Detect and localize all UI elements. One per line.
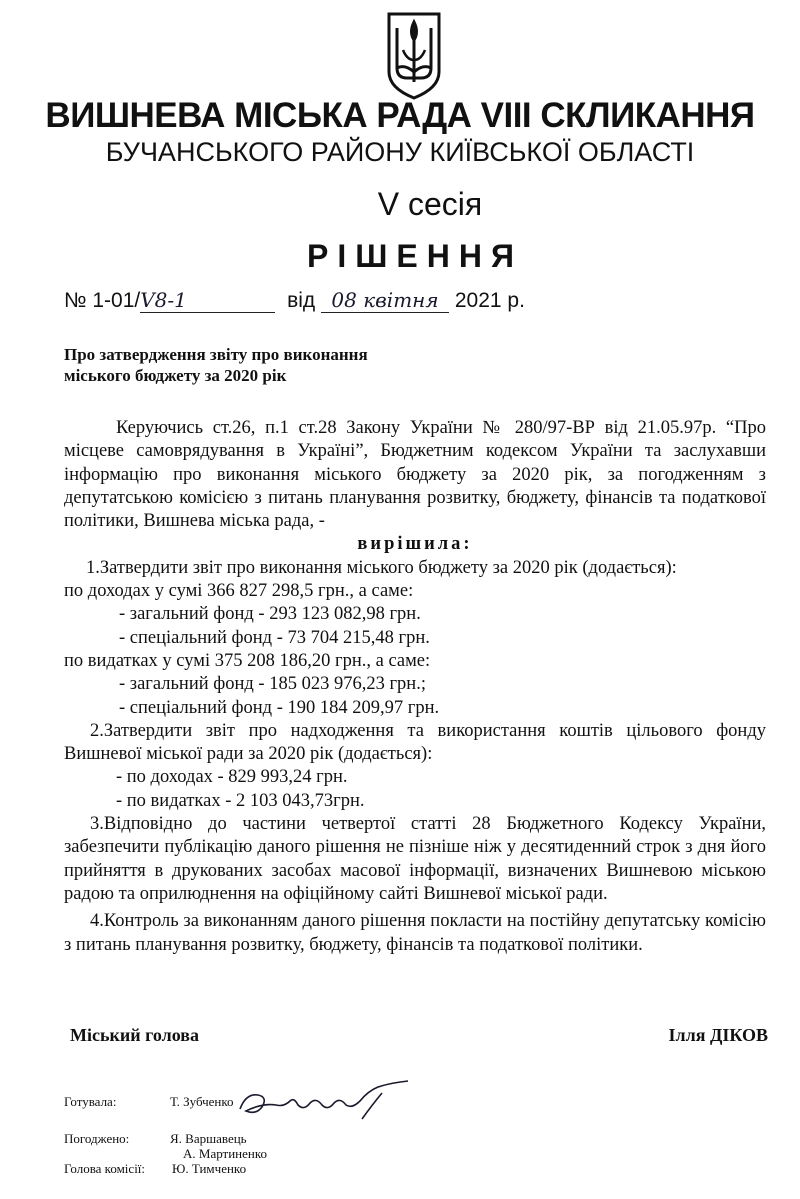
- resolved-label: вирішила:: [357, 534, 473, 555]
- from-label: від: [287, 289, 316, 312]
- subject-line-2: міського бюджету за 2020 рік: [64, 366, 287, 385]
- number-prefix: № 1-01/: [64, 289, 141, 312]
- income-general-fund: - загальний фонд - 293 123 082,98 грн.: [119, 604, 421, 625]
- prepared-name: Т. Зубченко: [170, 1094, 234, 1109]
- agreed-name-1: Я. Варшавець: [170, 1131, 247, 1146]
- handwritten-number: V8-1: [140, 288, 275, 313]
- item-3: 3.Відповідно до частини четвертої статті 28 Бюджетного Кодексу України, забезпечити публікацію даного рішення не пізніше ніж у десятиденний строк з дня його прийняття в друкованих засобах масової інформації, визначених Вишневою міською радою та оприлюднення на офіційному сайті Вишневої міської ради.: [64, 814, 766, 904]
- handwritten-signature-icon: [232, 1075, 417, 1125]
- decision-heading: РІШЕННЯ: [307, 238, 523, 274]
- decision-number-line: [64, 288, 525, 313]
- item-1: 1.Затвердити звіт про виконання міського бюджету за 2020 рік (додається):: [86, 557, 677, 578]
- preamble-paragraph: Керуючись ст.26, п.1 ст.28 Закону України № 280/97-ВР від 21.05.97р. “Про місцеве самоврядування в Україні”, Бюджетним кодексом України та заслухавши інформацію про виконання міського бюджету за 2020 рік, за погодженням з депутатською комісією з питань планування розвитку, бюджету, фінансів та податкової політики, Вишнева міська рада, -: [64, 418, 766, 532]
- year-label: 2021 р.: [454, 289, 525, 312]
- target-fund-income: - по доходах - 829 993,24 грн.: [116, 767, 348, 788]
- chair-label: Голова комісії:: [64, 1161, 146, 1176]
- income-total: по доходах у сумі 366 827 298,5 грн., а саме:: [64, 581, 414, 602]
- expense-special-fund: - спеціальний фонд - 190 184 209,97 грн.: [119, 697, 440, 718]
- item-2: 2.Затвердити звіт про надходження та використання коштів цільового фонду Вишневої міської ради за 2020 рік (додається):: [64, 720, 766, 765]
- agreed-label: Погоджено:: [64, 1131, 130, 1146]
- decision-body: [64, 417, 766, 957]
- income-special-fund: - спеціальний фонд - 73 704 215,48 грн.: [119, 627, 430, 648]
- expense-total: по видатках у сумі 375 208 186,20 грн., а саме:: [64, 650, 431, 671]
- target-fund-expense: - по видатках - 2 103 043,73грн.: [116, 790, 365, 811]
- council-title: ВИШНЕВА МІСЬКА РАДА VIII СКЛИКАННЯ: [45, 96, 755, 135]
- trident-emblem-icon: [385, 10, 443, 100]
- chair-name: Ю. Тимченко: [172, 1161, 247, 1176]
- mayor-role: Міський голова: [70, 1025, 199, 1045]
- agreed-name-2: А. Мартиненко: [183, 1146, 268, 1161]
- mayor-name: Ілля ДІКОВ: [668, 1025, 768, 1045]
- handwritten-date: 08 квітня: [321, 288, 449, 313]
- district-subtitle: БУЧАНСЬКОГО РАЙОНУ КИЇВСЬКОЇ ОБЛАСТІ: [105, 137, 695, 167]
- decision-subject: [64, 344, 368, 386]
- session-label: V сесія: [377, 186, 483, 222]
- item-4: 4.Контроль за виконанням даного рішення покласти на постійну депутатську комісію з питань планування розвитку, бюджету, фінансів та податкової політики.: [64, 911, 766, 955]
- subject-line-1: Про затвердження звіту про виконання: [64, 345, 368, 364]
- expense-general-fund: - загальний фонд - 185 023 976,23 грн.;: [119, 674, 426, 695]
- prepared-label: Готувала:: [64, 1094, 117, 1109]
- mayor-signature-row: [70, 1025, 768, 1046]
